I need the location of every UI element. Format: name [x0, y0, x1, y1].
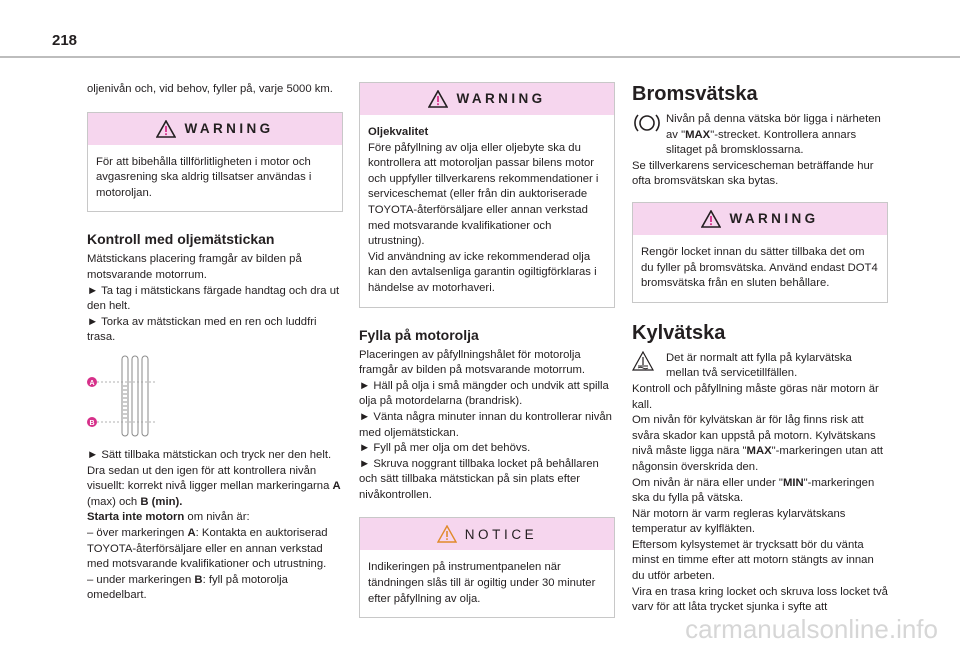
coolant-warning-icon: [632, 351, 654, 371]
marker-a-label: A: [89, 379, 95, 387]
warning-title: WARNING: [456, 91, 546, 107]
warning-header: [88, 113, 342, 145]
marker-b-label: B: [89, 419, 95, 427]
warning-header: [633, 203, 887, 235]
dipstick-p6a: [87, 526, 343, 573]
dipstick-p5: [87, 510, 343, 526]
warning-box-1: [87, 112, 343, 213]
coolant-p2: Kontroll och påfyllning måste göras när motorn är kall.: [632, 382, 879, 411]
coolant-icon-wrap: [632, 351, 666, 382]
p6a-text: – över markeringen: [87, 526, 188, 539]
warning-box-2: [359, 82, 615, 308]
intro-text: oljenivån och, vid behov, fyller på, varje 5000 km.: [87, 83, 333, 95]
warning-text-1: Före påfyllning av olja eller oljebyte ska du kontrollera att motoroljan passar bilens motor och uppfyller tillverkarens rekommendationer i serviceschemat (eller från din auktoriserade TOYOTA-återförsäljare eller annan verkstad med motsvarande kvalifikationer och utrustning).: [368, 141, 599, 248]
coolant-p3b: "-markeringen utan att någonsin överskrida den.: [632, 445, 884, 473]
dipstick-p3: ► Torka av mätstickan med en ren och luddfri trasa.: [87, 315, 317, 344]
fill-heading: Fylla på motorolja: [359, 326, 479, 343]
fill-p2: ► Häll på olja i små mängder och undvik att spilla olja på motordelarna (brandrisk).: [359, 379, 609, 408]
fill-p1: Placeringen av påfyllningshålet för motorolja framgår av bilden på motsvarande motorrum.: [359, 348, 586, 377]
brake-p2: Se tillverkarens servicescheman beträffande hur ofta bromsvätskan ska bytas.: [632, 159, 874, 188]
coolant-p6: Eftersom kylsystemet är trycksatt bör du vänta minst en timme efter att motorn stängts av innan du utför arbeten.: [632, 538, 874, 583]
p4-text: ► Sätt tillbaka mätstickan och tryck ner den helt. Dra sedan ut den igen för att kontrollera nivån visuellt: korrekt nivå ligger mellan markeringarna: [87, 448, 333, 493]
coolant-p3: [632, 413, 888, 475]
coolant-intro: [632, 351, 888, 382]
warning-triangle-icon: [701, 210, 721, 228]
brake-p1: [666, 112, 888, 159]
p6b-rest: : fyll på motorolja omedelbart.: [87, 573, 288, 602]
brake-heading: Bromsvätska: [632, 83, 758, 105]
p5-text: om nivån är:: [184, 511, 250, 524]
brake-fluid-icon: [632, 112, 662, 134]
dipstick-p1: Mätstickans placering framgår av bilden på motsvarande motorrum.: [87, 253, 302, 281]
notice-title: NOTICE: [464, 526, 538, 542]
dipstick-p4: [87, 448, 343, 510]
coolant-p7: Vira en trasa kring locket och skruva loss locket två varv för att låta trycket sjunka i syfte att: [632, 585, 888, 614]
coolant-heading: Kylvätska: [632, 321, 726, 344]
brake-max: MAX: [685, 128, 711, 141]
coolant-p5: När motorn är varm regleras kylarvätskans temperatur av kylfläkten.: [632, 507, 846, 536]
column-1: [87, 82, 343, 604]
warning-bold: [368, 125, 606, 141]
brake-p1a: Nivån på denna vätska bör ligga i närheten av ": [666, 113, 881, 141]
column-3: [632, 82, 888, 616]
p6a-rest: : Kontakta en auktoriserad TOYOTA-återförsäljare eller en annan verkstad med motsvarande kvalifikationer och utrustning.: [87, 526, 328, 571]
fill-p5: ► Skruva noggrant tillbaka locket på behållaren och sätt tillbaka mätstickan på sin plats efter nivåkontrollen.: [359, 457, 599, 501]
page-number: 218: [52, 32, 78, 49]
dipstick-illustration: [87, 354, 343, 438]
warning-text: Rengör locket innan du sätter tillbaka det om du fyller på bromsvätska. Använd endast DOT4 bromsvätska från en sluten behållare.: [641, 245, 878, 290]
notice-header: [360, 518, 614, 550]
fill-p4: ► Fyll på mer olja om det behövs.: [359, 442, 531, 455]
warning-header: [360, 83, 614, 115]
dipstick-heading: Kontroll med oljemätstickan: [87, 231, 275, 248]
dipstick-p6b: [87, 573, 343, 604]
p4-mid: (max) och: [87, 495, 141, 508]
warning-triangle-icon: [428, 90, 448, 108]
warning-text-2: Vid användning av icke rekommenderad olja kan den avtalsenliga garantin ogiltigförklaras i händelse av motorhaveri.: [368, 250, 597, 294]
fill-p3: ► Vänta några minuter innan du kontrollerar nivån med oljemätstickan.: [359, 410, 612, 439]
p6a-bold: A: [187, 526, 196, 539]
coolant-max: MAX: [746, 445, 772, 458]
warning-text: För att bibehålla tillförlitligheten i motor och avgasrening ska aldrig tillsatser användas i motoroljan.: [96, 155, 312, 199]
p4-b: B (min).: [140, 495, 183, 508]
notice-box: [359, 517, 615, 618]
p5-bold: Starta inte motorn: [87, 511, 185, 524]
p6b-bold: B: [194, 573, 203, 586]
column-2: [359, 82, 615, 636]
brake-fluid-icon-wrap: [632, 112, 666, 159]
watermark: carmanualsonline.info: [685, 614, 938, 644]
coolant-min: MIN: [782, 476, 804, 489]
coolant-p1: Det är normalt att fylla på kylarvätska mellan två servicetillfällen.: [666, 351, 852, 380]
brake-intro: [632, 112, 888, 159]
coolant-p3a: Om nivån för kylvätskan är för låg finns risk att svåra skador kan uppstå på motorn. Kylvätskans nivå måste ligga nära ": [632, 414, 876, 458]
warning-title: WARNING: [184, 120, 274, 136]
notice-text: Indikeringen på instrumentpanelen när tändningen slås till är ogiltig under 30 minuter efter påfyllning av olja.: [368, 561, 596, 605]
dipstick-p2: ► Ta tag i mätstickans färgade handtag och dra ut den helt.: [87, 284, 340, 313]
warning-title: WARNING: [729, 211, 819, 227]
p4-a: A: [332, 480, 341, 493]
brake-p1b: "-strecket. Kontrollera annars slitaget på bromsklossarna.: [666, 128, 857, 157]
coolant-p4a: Om nivån är nära eller under ": [632, 476, 783, 489]
header-rule: [0, 56, 960, 58]
warning-box-3: [632, 202, 888, 303]
coolant-p4: [632, 476, 888, 507]
oil-quality-title: Oljekvalitet: [368, 126, 429, 138]
coolant-p4b: "-markeringen ska du fylla på vätska.: [632, 476, 875, 505]
warning-triangle-icon: [156, 120, 176, 138]
p6b-text: – under markeringen: [87, 573, 195, 586]
notice-triangle-icon: [437, 525, 457, 543]
dipstick-image: [87, 354, 177, 438]
